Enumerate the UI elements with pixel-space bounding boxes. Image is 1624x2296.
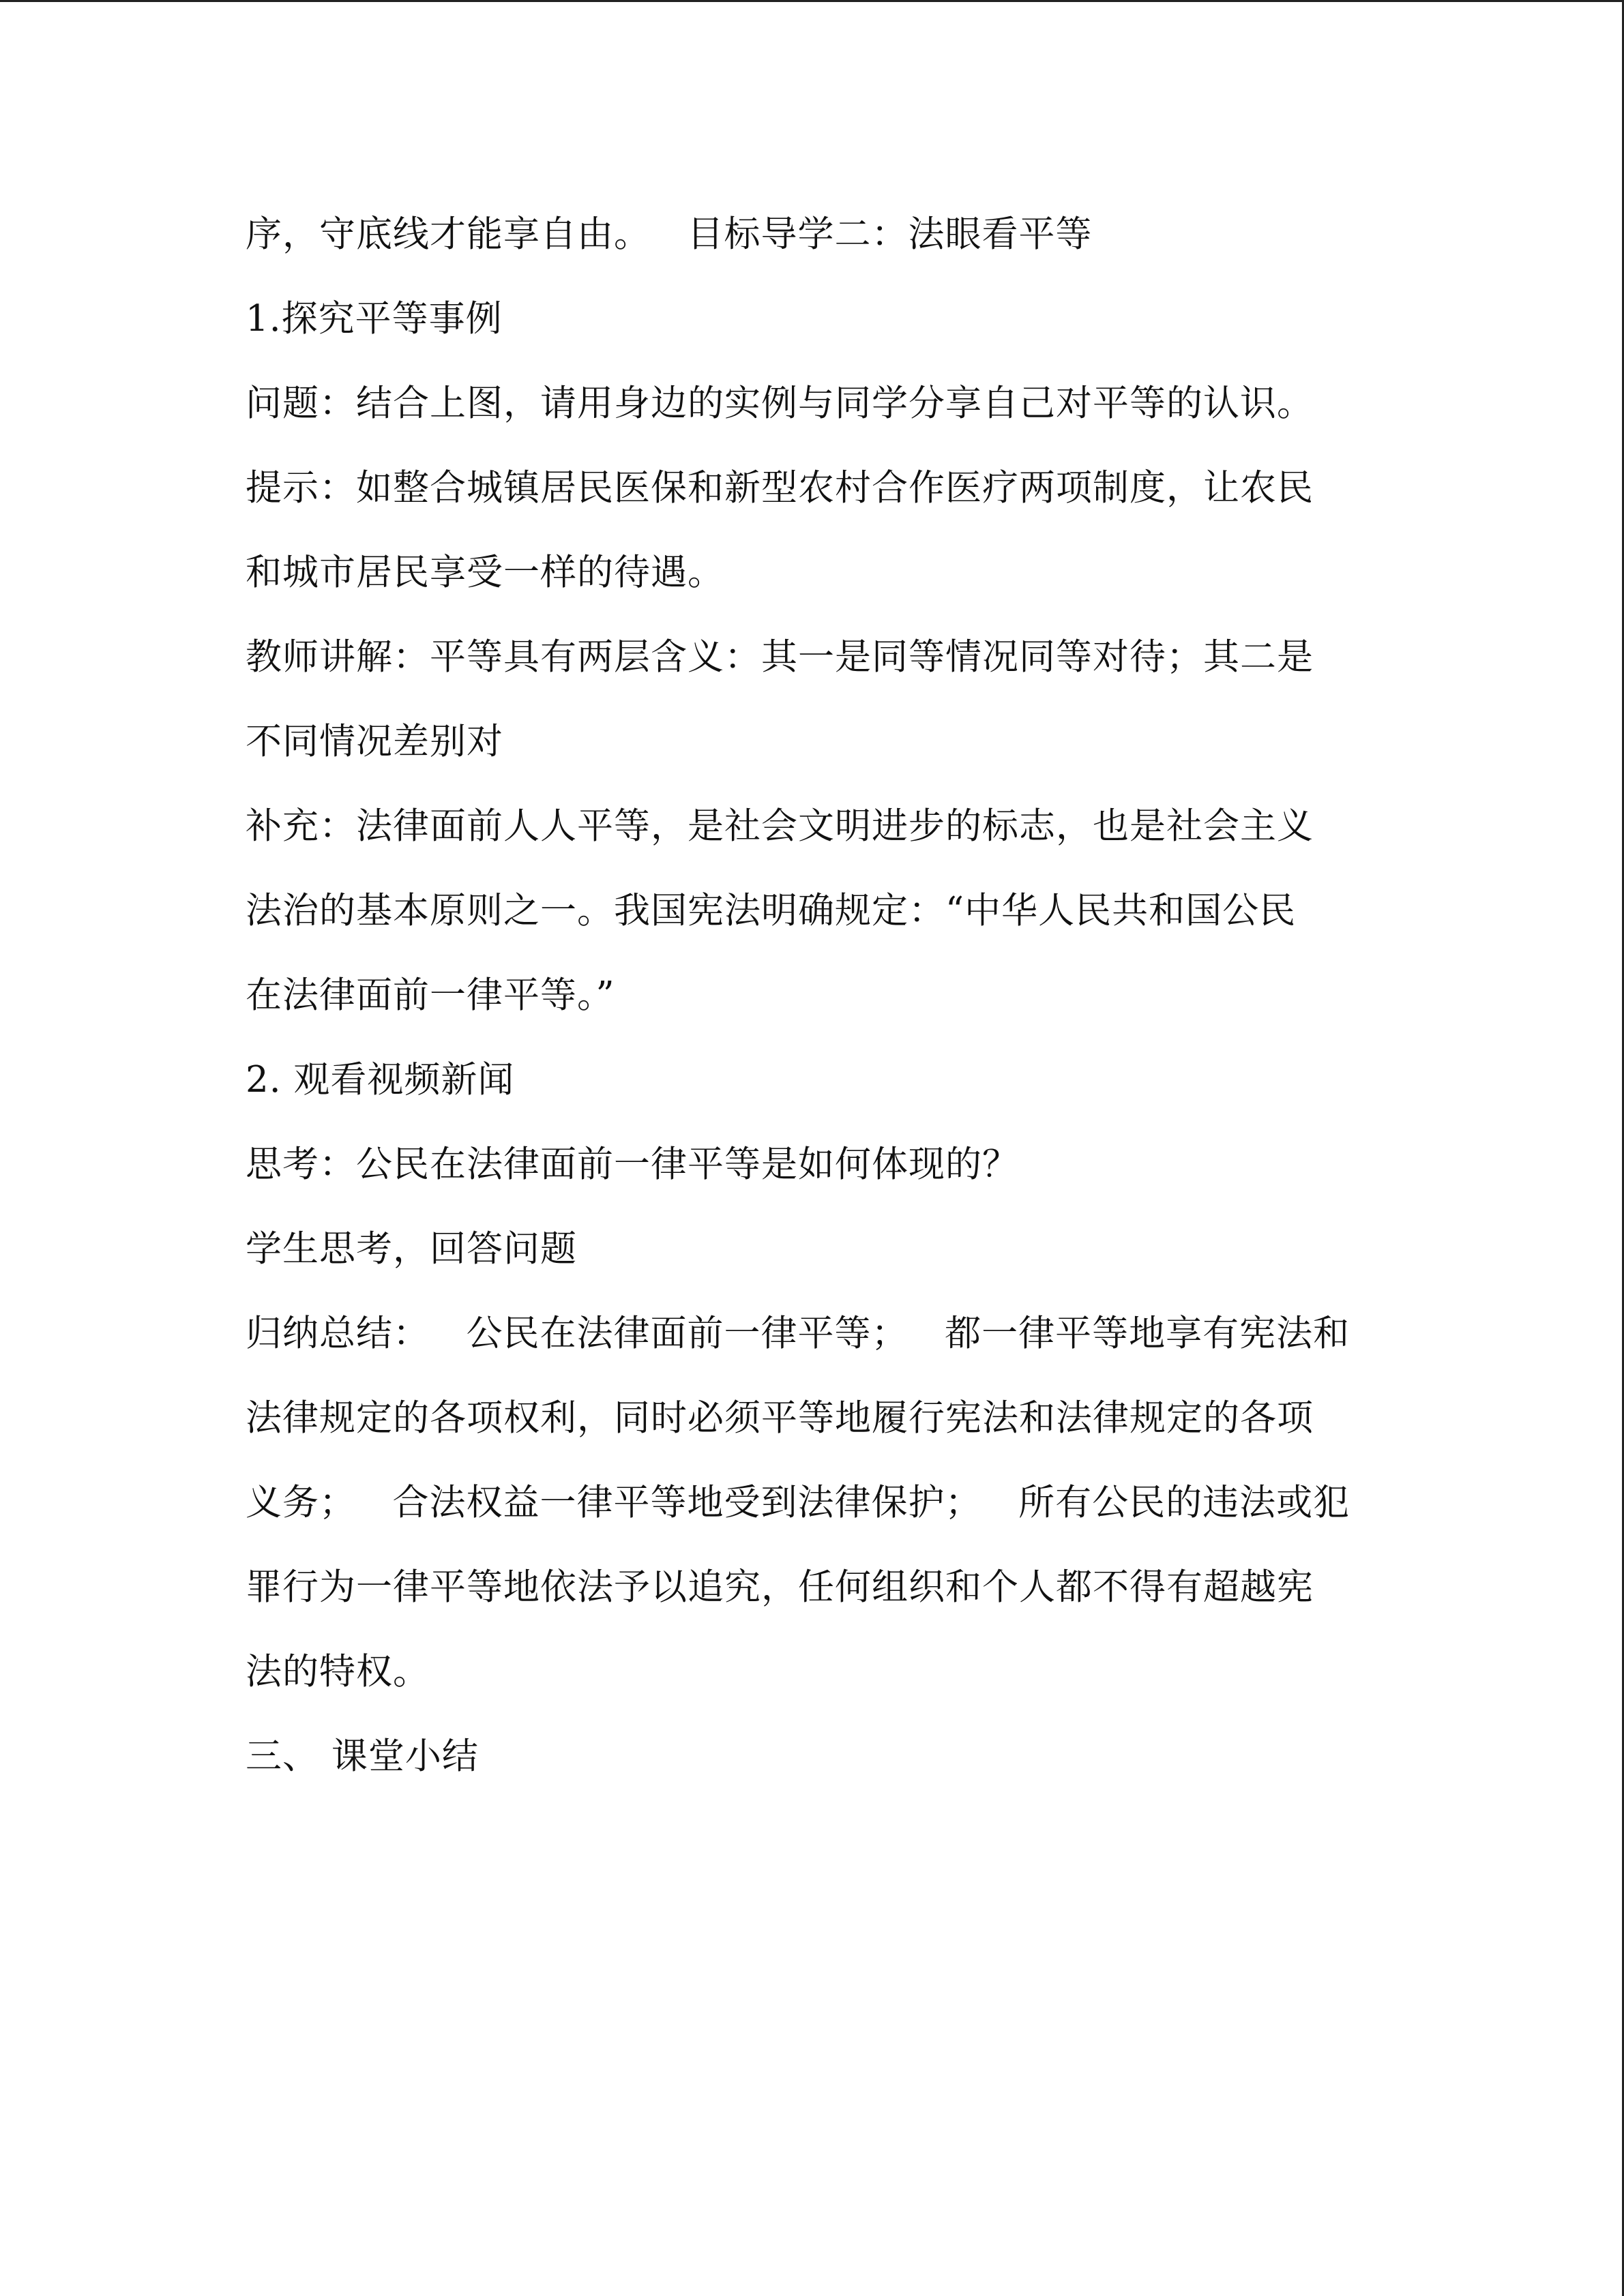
text-line-hint: 提示：如整合城镇居民医保和新型农村合作医疗两项制度，让农民 <box>246 467 1314 509</box>
section-heading-explore-equality: 1.探究平等事例 <box>246 298 503 340</box>
text-line-supplement: 补充：法律面前人人平等，是社会文明进步的标志，也是社会主义 <box>246 805 1314 847</box>
text-line-supplement-cont-2: 在法律面前一律平等。” <box>246 974 615 1016</box>
text-line-summary: 归纳总结： 公民在法律面前一律平等； 都一律平等地享有宪法和 <box>246 1313 1350 1354</box>
text-line-supplement-cont-1: 法治的基本原则之一。我国宪法明确规定：“中华人民共和国公民 <box>246 890 1297 931</box>
section-heading-watch-video: 2. 观看视频新闻 <box>246 1059 515 1101</box>
text-line-summary-cont-3: 罪行为一律平等地依法予以追究，任何组织和个人都不得有超越宪 <box>246 1566 1314 1608</box>
text-line-teacher-explain: 教师讲解：平等具有两层含义：其一是同等情况同等对待；其二是 <box>246 636 1314 678</box>
document-body <box>246 192 1419 1799</box>
text-line-hint-cont: 和城市居民享受一样的待遇。 <box>246 552 724 593</box>
page-edge-top <box>0 0 1624 2</box>
text-line-summary-cont-1: 法律规定的各项权利，同时必须平等地履行宪法和法律规定的各项 <box>246 1397 1314 1439</box>
text-line-question: 问题：结合上图，请用身边的实例与同学分享自己对平等的认识。 <box>246 383 1314 424</box>
section-heading-class-summary: 三、 课堂小结 <box>246 1735 479 1777</box>
text-line-summary-cont-2: 义务； 合法权益一律平等地受到法律保护； 所有公民的违法或犯 <box>246 1482 1350 1523</box>
text-line-teacher-explain-cont: 不同情况差别对 <box>246 721 503 762</box>
text-line-summary-cont-4: 法的特权。 <box>246 1651 430 1693</box>
text-line-think: 思考：公民在法律面前一律平等是如何体现的？ <box>246 1144 1019 1185</box>
text-line-student-answer: 学生思考，回答问题 <box>246 1228 577 1270</box>
text-line-continuation-goal-two: 序，守底线才能享自由。 目标导学二：法眼看平等 <box>246 213 1093 255</box>
